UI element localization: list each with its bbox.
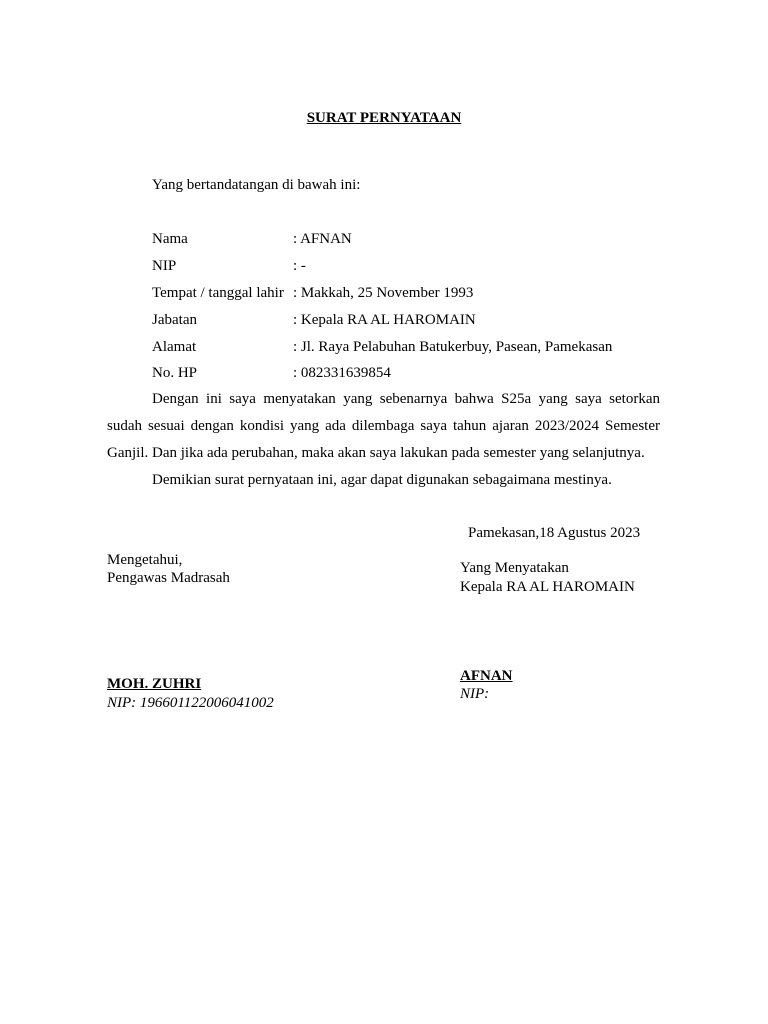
field-label-alamat: Alamat [152,339,197,355]
document-title: SURAT PERNYATAAN [306,110,462,126]
statement-text: Dengan ini saya menyatakan yang sebenarnya bahwa S25a yang saya setorkan sudah sesuai dengan kondisi yang ada dilembaga saya tahun ajaran 2023/2024 Semester Ganjil. Dan jika ada perubahan, maka akan saya lakukan pada semester yang selanjutnya. [107,391,660,461]
statement-paragraph [107,386,660,467]
left-signer-name: MOH. ZUHRI [107,676,202,692]
field-value-ttl: : Makkah, 25 November 1993 [293,285,474,301]
field-label-nama: Nama [152,231,188,247]
field-value-hp: : 082331639854 [293,365,391,381]
closing-paragraph [107,467,660,494]
field-label-jabatan: Jabatan [152,312,197,328]
place-date: Pamekasan,18 Agustus 2023 [468,525,641,541]
right-signer-name: AFNAN [460,668,513,684]
left-signer-nip: NIP: 196601122006041002 [107,695,274,711]
field-value-nip: : - [293,258,306,274]
intro-text: Yang bertandatangan di bawah ini: [152,177,361,193]
field-label-ttl: Tempat / tanggal lahir [152,285,284,301]
left-sign-line1: Mengetahui, [107,552,183,568]
field-label-hp: No. HP [152,365,198,381]
field-value-jabatan: : Kepala RA AL HAROMAIN [293,312,476,328]
left-sign-line2: Pengawas Madrasah [107,570,230,586]
closing-text: Demikian surat pernyataan ini, agar dapat digunakan sebagaimana mestinya. [152,472,612,488]
field-value-nama: : AFNAN [293,231,352,247]
right-sign-line1: Yang Menyatakan [460,560,569,576]
field-label-nip: NIP [152,258,177,274]
right-signer-nip: NIP: [460,686,490,702]
right-sign-line2: Kepala RA AL HAROMAIN [460,579,635,595]
field-value-alamat: : Jl. Raya Pelabuhan Batukerbuy, Pasean, Pamekasan [293,339,613,355]
